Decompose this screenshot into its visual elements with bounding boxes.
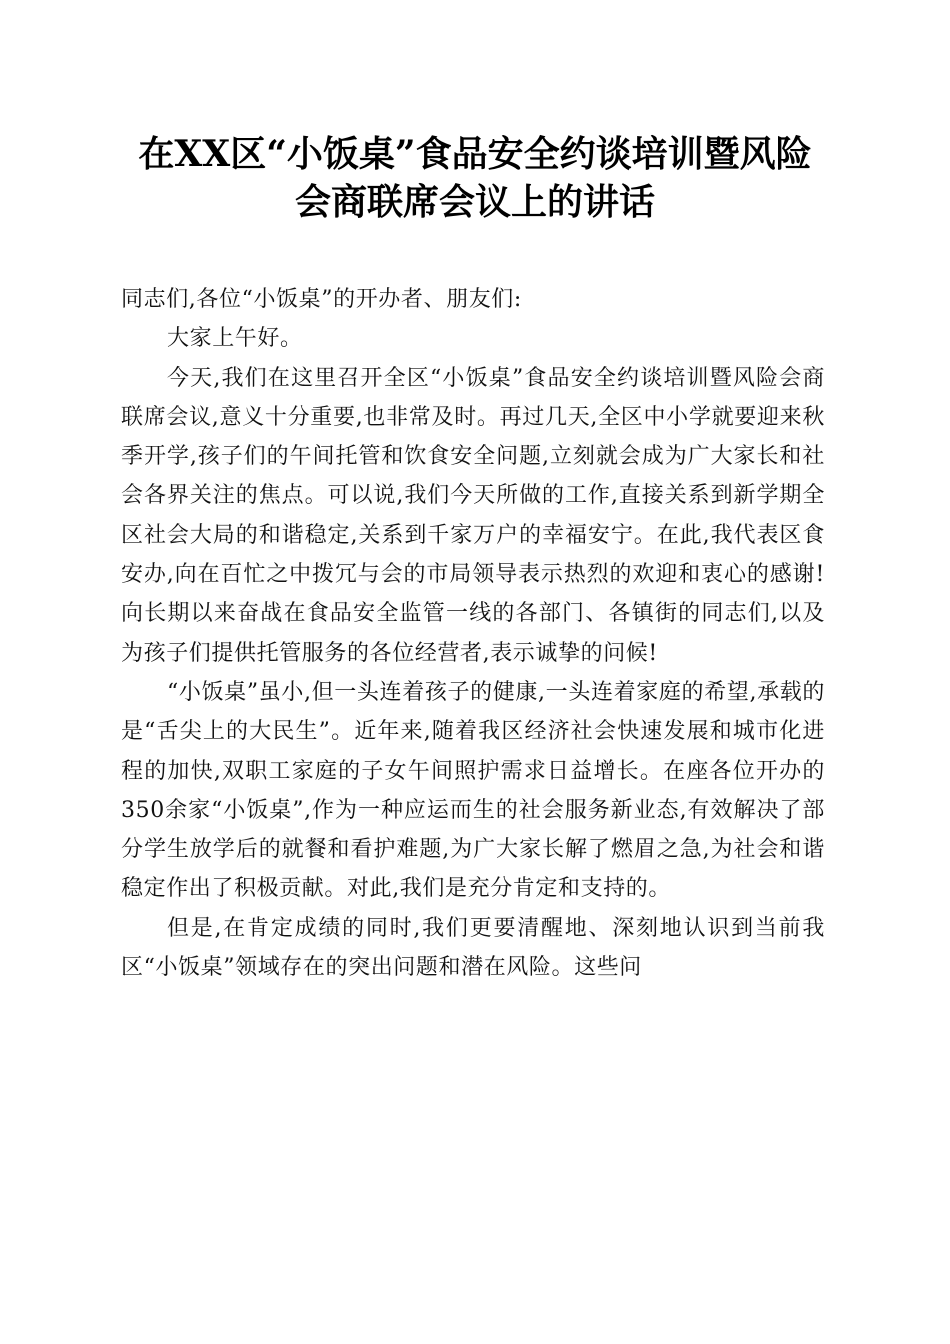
document-body bbox=[121, 280, 825, 987]
title-line-2: 会商联席会议上的讲话 bbox=[294, 181, 655, 223]
salutation: 同志们,各位“小饭桌”的开办者、朋友们: bbox=[121, 287, 522, 312]
paragraph-opening: 今天,我们在这里召开全区“小饭桌”食品安全约谈培训暨风险会商联席会议,意义十分重要,也非常及时。再过几天,全区中小学就要迎来秋季开学,孩子们的午间托管和饮食安全问题,立刻就会成为广大家长和社会各界关注的焦点。可以说,我们今天所做的工作,直接关系到新学期全区社会大局的和谐稳定,关系到千家万户的幸福安宁。在此,我代表区食安办,向在百忙之中拨冗与会的市局领导表示热烈的欢迎和衷心的感谢!向长期以来奋战在食品安全监管一线的各部门、各镇街的同志们,以及为孩子们提供托管服务的各位经营者,表示诚挚的问候! bbox=[121, 365, 825, 666]
paragraph-problems: 但是,在肯定成绩的同时,我们更要清醒地、深刻地认识到当前我区“小饭桌”领域存在的突出问题和潜在风险。这些问 bbox=[121, 915, 825, 981]
paragraph-significance: “小饭桌”虽小,但一头连着孩子的健康,一头连着家庭的希望,承载的是“舌尖上的大民生”。近年来,随着我区经济社会快速发展和城市化进程的加快,双职工家庭的子女午间照护需求日益增长。在座各位开办的350余家“小饭桌”,作为一种应运而生的社会服务新业态,有效解决了部分学生放学后的就餐和看护难题,为广大家长解了燃眉之急,为社会和谐稳定作出了积极贡献。对此,我们是充分肯定和支持的。 bbox=[121, 679, 825, 902]
title-line-1: 在XX区“小饭桌”食品安全约谈培训暨风险 bbox=[138, 133, 812, 175]
paragraph-greeting: 大家上午好。 bbox=[167, 326, 303, 352]
document-title bbox=[108, 130, 842, 226]
